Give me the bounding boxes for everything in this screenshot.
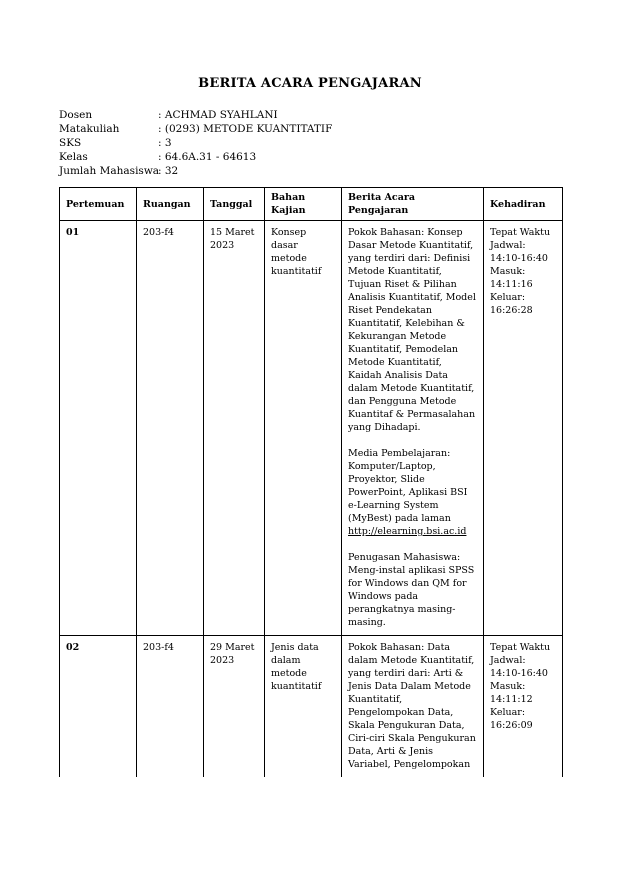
jadwal-value: 14:10-16:40 <box>490 668 548 679</box>
media-text: Media Pembelajaran: Komputer/Laptop, Proyektor, Slide PowerPoint, Aplikasi BSI e-Learning System (MyBest) pada laman <box>348 448 468 524</box>
header-berita-acara: Berita Acara Pengajaran <box>342 188 484 221</box>
cell-berita-acara <box>342 636 484 778</box>
cell-tanggal: 15 Maret 2023 <box>204 221 265 636</box>
cell-tanggal: 29 Maret 2023 <box>204 636 265 778</box>
info-label: Kelas <box>59 151 88 163</box>
info-row-jumlah-mahasiswa <box>59 164 332 178</box>
table-header-row <box>60 188 563 221</box>
info-label: Matakuliah <box>59 123 120 135</box>
header-tanggal: Tanggal <box>204 188 265 221</box>
header-ruangan: Ruangan <box>137 188 204 221</box>
header-pertemuan: Pertemuan <box>60 188 137 221</box>
pokok-bahasan: Pokok Bahasan: Konsep Dasar Metode Kuantitatif, yang terdiri dari: Definisi Metode Kuantitatif, Tujuan Riset & Pilihan Analisis Kuantitatif, Model Riset Pendekatan Kuantitatif, Kelebihan & Kekurangan Metode Kuantitatif, Pemodelan Metode Kuantitatif, Kaidah Analisis Data dalam Metode Kuantitatif, dan Pengguna Metode Kuantitaf & Permasalahan yang Dihadapi. <box>348 227 476 433</box>
cell-kehadiran <box>484 636 563 778</box>
cell-bahan-kajian: Konsep dasar metode kuantitatif <box>265 221 342 636</box>
page-title: BERITA ACARA PENGAJARAN <box>198 76 422 91</box>
penugasan-mahasiswa: Penugasan Mahasiswa: Meng-instal aplikasi SPSS for Windows dan QM for Windows pada perangkatnya masing-masing. <box>348 552 475 628</box>
jadwal-label: Jadwal: <box>490 655 526 666</box>
keluar-label: Keluar: <box>490 707 526 718</box>
info-row-dosen <box>59 108 332 122</box>
info-row-kelas <box>59 150 332 164</box>
jadwal-label: Jadwal: <box>490 240 526 251</box>
info-label: Dosen <box>59 109 93 121</box>
table-row <box>60 636 563 778</box>
info-value: : 64.6A.31 - 64613 <box>158 151 257 163</box>
info-row-matakuliah <box>59 122 332 136</box>
cell-pertemuan: 01 <box>60 221 137 636</box>
cell-ruangan: 203-f4 <box>137 221 204 636</box>
info-label: SKS <box>59 137 82 149</box>
info-value: : ACHMAD SYAHLANI <box>158 109 278 121</box>
keluar-value: 16:26:09 <box>490 720 533 731</box>
kehadiran-status: Tepat Waktu <box>490 642 551 653</box>
info-row-sks <box>59 136 332 150</box>
attendance-table <box>59 187 563 777</box>
cell-ruangan: 203-f4 <box>137 636 204 778</box>
pokok-bahasan: Pokok Bahasan: Data dalam Metode Kuantitatif, yang terdiri dari: Arti & Jenis Data Dalam Metode Kuantitatif, Pengelompokan Data, Skala Pengukuran Data, Ciri-ciri Skala Pengukuran Data, Arti & Jenis Variabel, Pengelompokan <box>348 642 476 770</box>
info-value: : 32 <box>158 165 179 177</box>
info-value: : 3 <box>158 137 172 149</box>
masuk-value: 14:11:16 <box>490 279 533 290</box>
jadwal-value: 14:10-16:40 <box>490 253 548 264</box>
info-block <box>59 108 332 178</box>
masuk-label: Masuk: <box>490 266 526 277</box>
cell-bahan-kajian: Jenis data dalam metode kuantitatif <box>265 636 342 778</box>
header-bahan-kajian: Bahan Kajian <box>265 188 342 221</box>
keluar-value: 16:26:28 <box>490 305 533 316</box>
masuk-value: 14:11:12 <box>490 694 533 705</box>
table-row <box>60 221 563 636</box>
info-value: : (0293) METODE KUANTITATIF <box>158 123 333 135</box>
cell-berita-acara <box>342 221 484 636</box>
masuk-label: Masuk: <box>490 681 526 692</box>
elearning-link[interactable]: http://elearning.bsi.ac.id <box>348 526 467 537</box>
info-label: Jumlah Mahasiswa <box>59 165 160 177</box>
media-pembelajaran <box>348 447 477 538</box>
kehadiran-status: Tepat Waktu <box>490 227 551 238</box>
cell-pertemuan: 02 <box>60 636 137 778</box>
keluar-label: Keluar: <box>490 292 526 303</box>
cell-kehadiran <box>484 221 563 636</box>
header-kehadiran: Kehadiran <box>484 188 563 221</box>
